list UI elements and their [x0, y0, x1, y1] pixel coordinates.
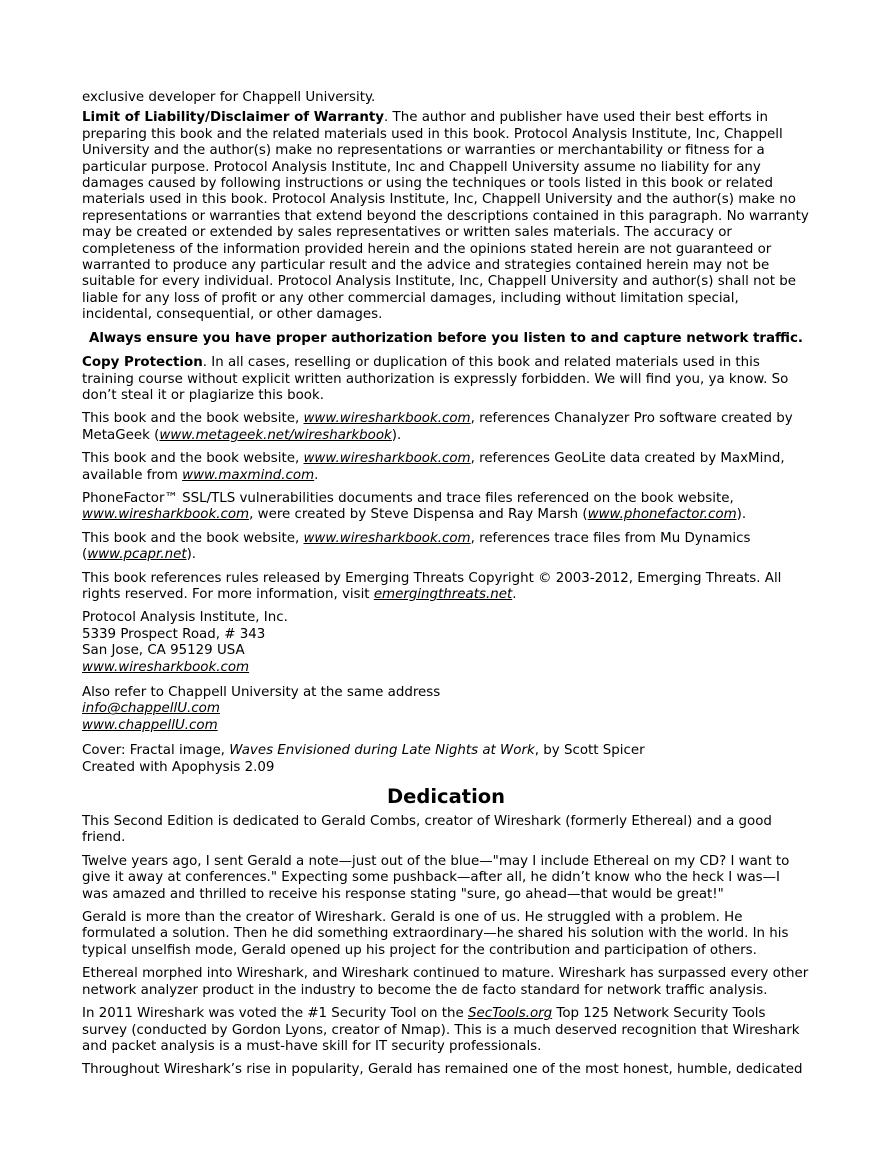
copy-protection-heading: Copy Protection — [82, 355, 203, 371]
dedication-paragraph-3: Gerald is more than the creator of Wireshark. Gerald is one of us. He struggled with a problem. He formulated a solution. Then he did something extraordinary—he shared his solution with the world. In his typical unselfish mode, Gerald opened up his project for the contribution and participation of others. — [82, 910, 789, 958]
pcapr-link[interactable]: www.pcapr.net — [87, 547, 187, 563]
mu-text-post: ). — [186, 547, 197, 563]
wiresharkbook-link[interactable]: www.wiresharkbook.com — [82, 507, 250, 523]
wiresharkbook-link[interactable]: www.wiresharkbook.com — [303, 451, 471, 467]
cover-line-2: Created with Apophysis 2.09 — [82, 759, 275, 775]
phonefactor-text-mid: , were created by Steve Dispensa and Ray Marsh ( — [249, 507, 588, 523]
dedication-paragraph-4: Ethereal morphed into Wireshark, and Wireshark continued to mature. Wireshark has surpassed every other network analyzer product in the industry to become the de facto standard for network traffic analysis. — [82, 966, 809, 998]
geolite-text-post: . — [314, 467, 319, 483]
cover-credit-block — [82, 743, 810, 776]
dedication-p5-post: Top 125 Network Security Tools survey (conducted by Gordon Lyons, creator of Nmap). This is a much deserved recognition that Wireshark and packet analysis is a must-have skill for IT security professionals. — [82, 1006, 800, 1054]
emergingthreats-link[interactable]: emergingthreats.net — [373, 586, 513, 602]
address-line-3: San Jose, CA 95129 USA — [82, 643, 245, 659]
emerging-text-post: . — [512, 586, 517, 602]
copy-protection-paragraph — [82, 355, 810, 404]
address-website-link[interactable]: www.wiresharkbook.com — [82, 659, 250, 675]
chanalyzer-paragraph — [82, 411, 810, 444]
liability-paragraph — [82, 110, 810, 323]
copy-protection-text: . In all cases, reselling or duplication of this book and related materials used in this training course without explicit written authorization is expressly forbidden. We will find you, ya know. So don’t steal it or plagiarize this book. — [82, 355, 789, 403]
dedication-paragraph-2: Twelve years ago, I sent Gerald a note—just out of the blue—"may I include Ethereal on my CD? I want to give it away at conferences." Expecting some pushback—after all, he didn’t know who the heck I was—I was amazed and thrilled to receive his response stating "sure, go ahead—that would be great!" — [82, 853, 790, 902]
dedication-paragraph-5 — [82, 1006, 810, 1055]
wiresharkbook-link[interactable]: www.wiresharkbook.com — [303, 530, 471, 546]
mu-text-pre: This book and the book website, — [82, 530, 304, 546]
authorization-notice: Always ensure you have proper authorization before you listen to and capture network traffic. — [88, 330, 804, 346]
liability-text: . The author and publisher have used their best efforts in preparing this book and the related materials used in this book. Protocol Analysis Institute, Inc, Chappell University and the author(s) make no representations or warranties or merchantability or fitness for a particular purpose. Protocol Analysis Institute, Inc and Chappell University assume no liability for any damages caused by following instructions or using the techniques or tools listed in this book or related materials used in this book. Protocol Analysis Institute, Inc, Chappell University and the author(s) make no representations or warranties that extend beyond the descriptions contained in this paragraph. No warranty may be created or extended by sales representatives or written sales materials. The accuracy or completeness of the information provided herein and the opinions stated herein are not guaranteed or warranted to produce any particular result and the advice and strategies contained herein may not be suitable for every individual. Protocol Analysis Institute, Inc, Chappell University and author(s) shall not be liable for any loss of profit or any other commercial damages, including without limitation special, incidental, consequential, or other damages. — [82, 110, 809, 323]
emerging-threats-paragraph — [82, 571, 810, 604]
geolite-text-pre: This book and the book website, — [82, 451, 304, 467]
metageek-link[interactable]: www.metageek.net/wiresharkbook — [159, 427, 392, 443]
mu-dynamics-paragraph — [82, 531, 810, 564]
geolite-paragraph — [82, 451, 810, 484]
phonefactor-text-post: ). — [736, 507, 747, 523]
geolite-text-mid: , references GeoLite data created by MaxMind, available from — [82, 451, 785, 483]
cover-line-1 — [82, 743, 810, 759]
chappell-email-link[interactable]: info@chappellU.com — [82, 701, 220, 717]
cover-text-pre: Cover: Fractal image, — [82, 743, 230, 759]
chanalyzer-text-post: ). — [391, 427, 402, 443]
dedication-paragraph-6: Throughout Wireshark’s rise in popularity, Gerald has remained one of the most honest, humble, dedicated — [82, 1062, 803, 1078]
dedication-paragraph-1: This Second Edition is dedicated to Gerald Combs, creator of Wireshark (formerly Ethereal) and a good friend. — [82, 814, 772, 846]
phonefactor-paragraph — [82, 491, 810, 524]
chanalyzer-text-pre: This book and the book website, — [82, 411, 304, 427]
wiresharkbook-link[interactable]: www.wiresharkbook.com — [303, 411, 471, 427]
chappell-block — [82, 685, 810, 734]
dedication-p5-pre: In 2011 Wireshark was voted the #1 Security Tool on the — [82, 1006, 468, 1022]
emerging-text-pre: This book references rules released by Emerging Threats Copyright © 2003-2012, Emerging Threats. All rights reserved. For more information, visit — [82, 570, 782, 602]
address-line-2: 5339 Prospect Road, # 343 — [82, 626, 266, 642]
sectools-link[interactable]: SecTools.org — [468, 1006, 553, 1022]
chappell-website-link[interactable]: www.chappellU.com — [82, 717, 218, 733]
mu-text-mid: , references trace files from Mu Dynamics ( — [82, 530, 751, 563]
exclusive-developer-text: exclusive developer for Chappell University. — [82, 90, 376, 105]
chanalyzer-text-mid: , references Chanalyzer Pro software created by MetaGeek ( — [82, 411, 793, 443]
maxmind-link[interactable]: www.maxmind.com — [182, 467, 315, 483]
liability-heading: Limit of Liability/Disclaimer of Warranty — [82, 110, 385, 126]
cover-text-post: , by Scott Spicer — [534, 743, 645, 759]
dedication-heading: Dedication — [386, 785, 506, 809]
phonefactor-link[interactable]: www.phonefactor.com — [587, 507, 737, 523]
address-block — [82, 610, 810, 676]
page-content — [82, 90, 810, 1086]
chappell-line-1: Also refer to Chappell University at the same address — [82, 685, 441, 700]
cover-title: Waves Envisioned during Late Nights at Work — [229, 743, 535, 759]
phonefactor-text-pre: PhoneFactor™ SSL/TLS vulnerabilities documents and trace files referenced on the book website, — [82, 490, 734, 506]
address-line-1: Protocol Analysis Institute, Inc. — [82, 610, 288, 626]
